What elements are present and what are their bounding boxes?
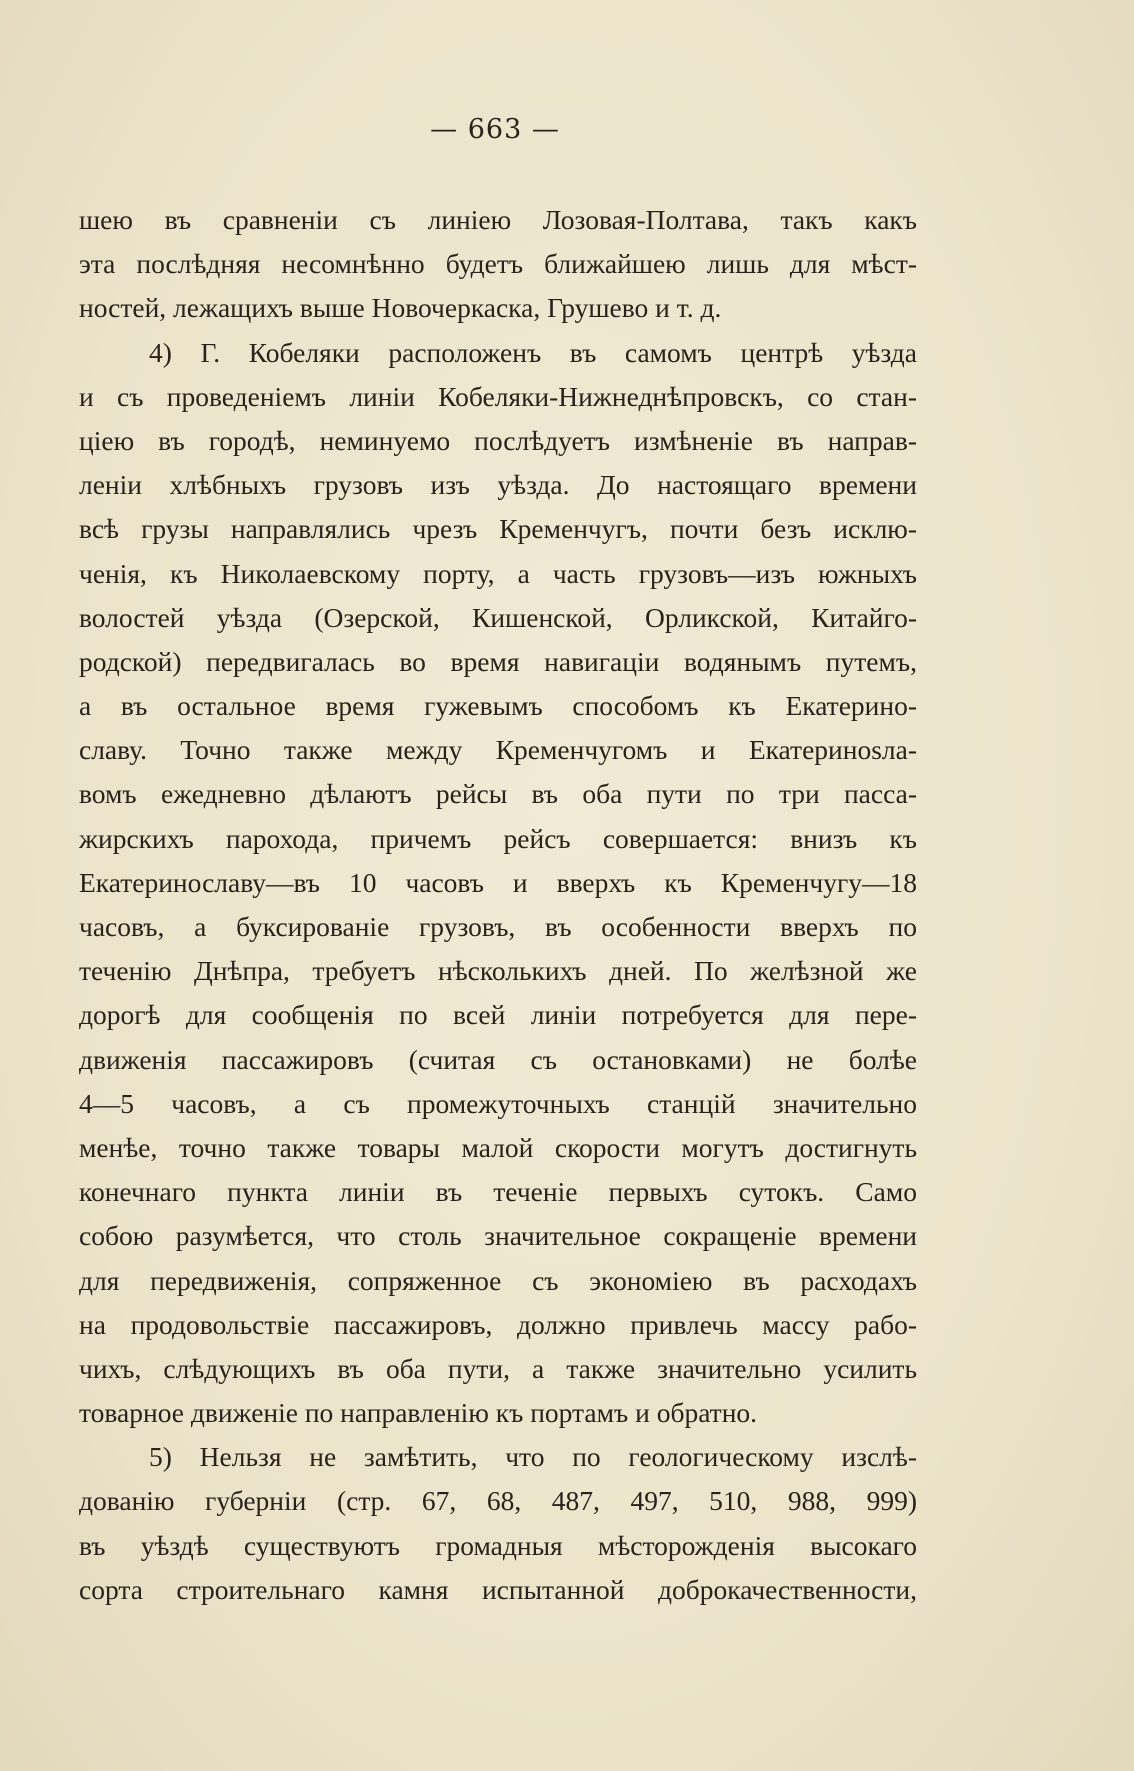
text-line: ціею въ городѣ, неминуемо послѣдуетъ измѣненіе въ направ- [79,424,917,456]
text-line: теченію Днѣпра, требуетъ нѣсколькихъ дней. По желѣзной же [79,955,917,987]
text-line: дорогѣ для сообщенія по всей линіи потребуется для пере- [79,999,917,1031]
text-line: всѣ грузы направлялись чрезъ Кременчугъ, почти безъ исклю- [79,513,917,545]
text-line: менѣе, точно также товары малой скорости могутъ достигнуть [79,1131,917,1163]
text-line: движенія пассажировъ (считая съ остановками) не болѣе [79,1043,917,1075]
paragraph-start-line: 4) Г. Кобеляки расположенъ въ самомъ центрѣ уѣзда [149,336,917,368]
text-line: вомъ ежедневно дѣлаютъ рейсы въ оба пути по три пасса- [79,778,917,810]
text-line: родской) передвигалась во время навигаціи водянымъ путемъ, [79,645,917,677]
text-line: часовъ, а буксированіе грузовъ, въ особенности вверхъ по [79,911,917,942]
text-line: конечнаго пункта линіи въ теченіе первыхъ сутокъ. Само [79,1176,917,1208]
text-line: сорта строительнаго камня испытанной доброкачественности, [79,1573,917,1605]
text-line: товарное движеніе по направленію къ портамъ и обратно. [79,1397,758,1429]
text-line: дованію губерніи (стр. 67, 68, 487, 497, 510, 988, 999) [79,1485,917,1517]
text-line: собою разумѣется, что столь значительное сокращеніе времени [79,1220,917,1252]
text-line: чихъ, слѣдующихъ въ оба пути, а также значительно усилить [79,1352,917,1384]
body-text [79,198,917,1612]
text-line: въ уѣздѣ существуютъ громадныя мѣсторожденія высокаго [79,1529,917,1561]
text-line: для передвиженія, сопряженное съ экономіею въ расходахъ [79,1264,917,1296]
text-line: волостей уѣзда (Озерской, Кишенской, Орликской, Китайго- [79,601,917,633]
text-line: славу. Точно также между Кременчугомъ и Екатеринosла- [79,734,917,766]
text-line: леніи хлѣбныхъ грузовъ изъ уѣзда. До настоящаго времени [79,469,917,501]
page-number: — 663 — [430,114,560,145]
text-line: ностей, лежащихъ выше Новочеркаска, Грушево и т. д. [79,292,722,324]
text-line: жирскихъ парохода, причемъ рейсъ совершается: внизъ къ [79,822,917,854]
text-line: ченія, къ Николаевскому порту, а часть грузовъ—изъ южныхъ [79,557,917,589]
text-line: на продовольствіе пассажировъ, должно привлечь массу рабо- [79,1308,917,1340]
text-line: шею въ сравненіи съ линіею Лозовая-Полтава, такъ какъ [79,204,917,235]
text-line: а въ остальное время гужевымъ способомъ къ Екатерино- [79,690,917,722]
paragraph-start-line: 5) Нельзя не замѣтить, что по геологическому изслѣ- [149,1441,917,1473]
text-line: Екатеринославу—въ 10 часовъ и вверхъ къ Кременчугу—18 [79,866,917,898]
text-line: 4—5 часовъ, а съ промежуточныхъ станцій значительно [79,1087,917,1119]
text-line: и съ проведеніемъ линіи Кобеляки-Нижнеднѣпровскъ, со стан- [79,380,917,412]
text-line: эта послѣдняя несомнѣнно будетъ ближайшею лишь для мѣст- [79,248,917,280]
